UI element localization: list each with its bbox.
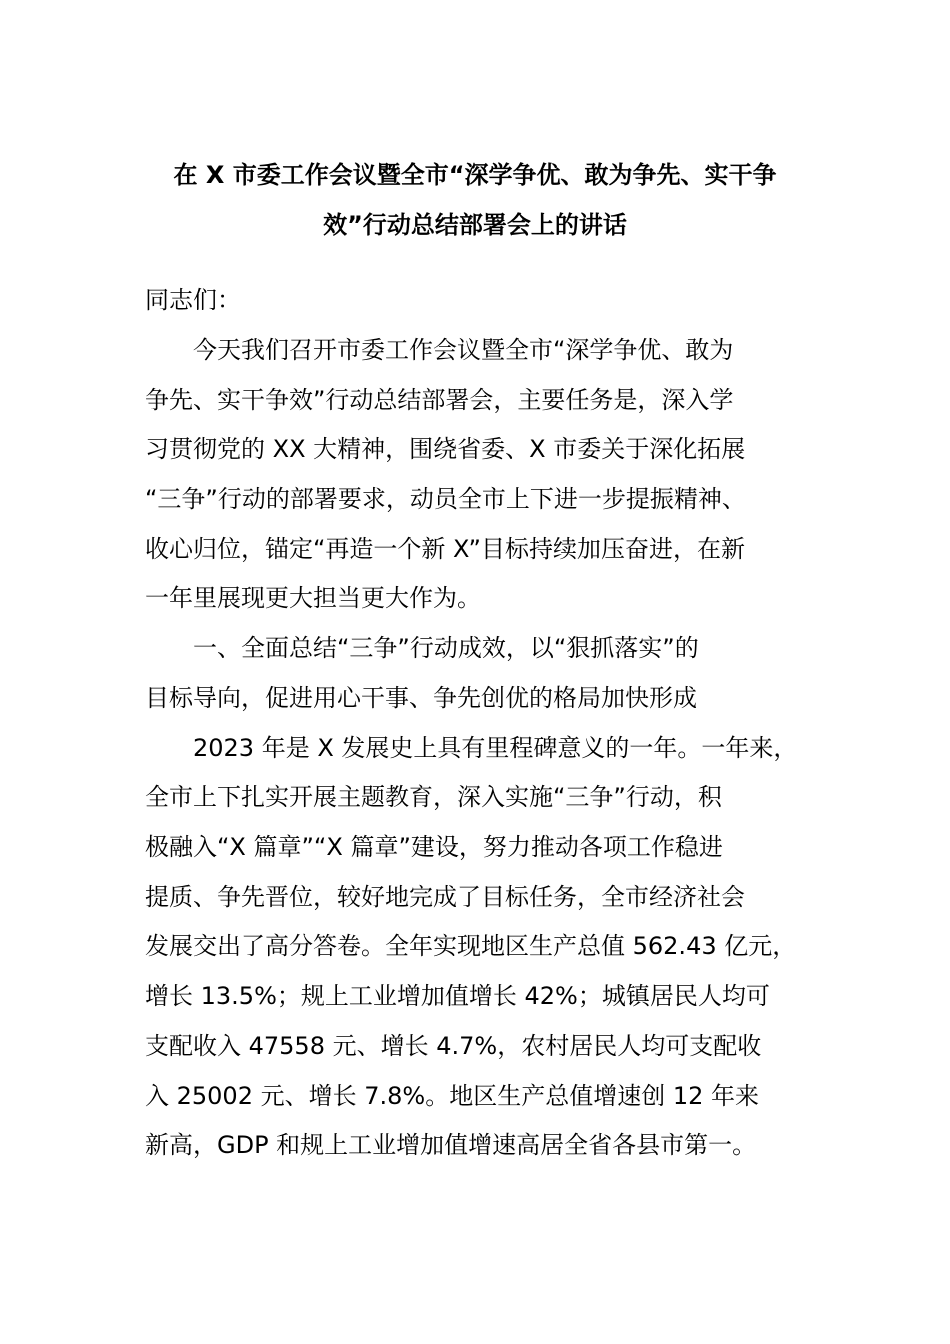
body-line-5: 收心归位，锚定“再造一个新 X”目标持续加压奋进，在新 bbox=[145, 535, 745, 563]
section-heading-line-1: 一、全面总结“三争”行动成效，以“狠抓落实”的 bbox=[145, 634, 699, 662]
body-line-12: 提质、争先晋位，较好地完成了目标任务，全市经济社会 bbox=[145, 883, 745, 911]
body-line-4: “三争”行动的部署要求，动员全市上下进一步提振精神、 bbox=[145, 485, 746, 513]
salutation: 同志们： bbox=[145, 286, 241, 314]
body-line-11: 极融入“X 篇章”“X 篇章”建设，努力推动各项工作稳进 bbox=[145, 833, 723, 861]
document-title-line-1: 在 X 市委工作会议暨全市“深学争优、敢为争先、实干争 bbox=[173, 161, 777, 189]
body-line-6: 一年里展现更大担当更大作为。 bbox=[145, 584, 481, 612]
body-line-2: 争先、实干争效”行动总结部署会，主要任务是，深入学 bbox=[145, 386, 734, 414]
body-line-15: 支配收入 47558 元、增长 4.7%，农村居民人均可支配收 bbox=[145, 1032, 762, 1060]
body-line-17: 新高，GDP 和规上工业增加值增速高居全省各县市第一。 bbox=[145, 1131, 757, 1159]
document-title-line-2: 效”行动总结部署会上的讲话 bbox=[323, 211, 627, 239]
body-line-10: 全市上下扎实开展主题教育，深入实施“三争”行动，积 bbox=[145, 783, 722, 811]
body-line-16: 入 25002 元、增长 7.8%。地区生产总值增速创 12 年来 bbox=[145, 1082, 760, 1110]
body-line-14: 增长 13.5%；规上工业增加值增长 42%；城镇居民人均可 bbox=[145, 982, 770, 1010]
body-line-13: 发展交出了高分答卷。全年实现地区生产总值 562.43 亿元， bbox=[145, 932, 797, 960]
body-line-1: 今天我们召开市委工作会议暨全市“深学争优、敢为 bbox=[145, 336, 734, 364]
body-line-9: 2023 年是 X 发展史上具有里程碑意义的一年。一年来， bbox=[145, 734, 798, 762]
section-heading-line-2: 目标导向，促进用心干事、争先创优的格局加快形成 bbox=[145, 684, 697, 712]
body-line-3: 习贯彻党的 XX 大精神，围绕省委、X 市委关于深化拓展 bbox=[145, 435, 746, 463]
